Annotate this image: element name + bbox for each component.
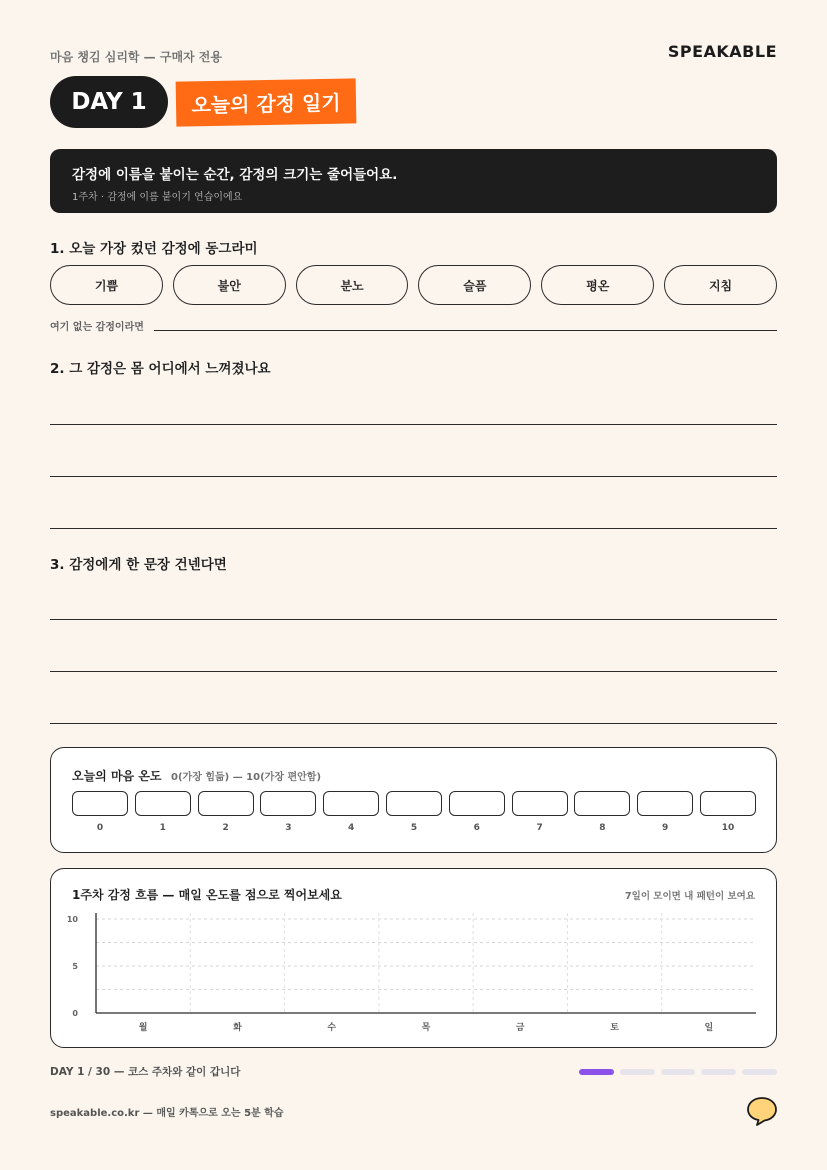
progress-segment — [579, 1069, 614, 1075]
temperature-title: 오늘의 마음 온도 — [72, 769, 162, 783]
chart-x-tick-label: 수 — [327, 1023, 337, 1033]
temperature-slot[interactable] — [637, 791, 693, 816]
temperature-value-label: 3 — [285, 823, 292, 833]
other-emotion-label: 여기 없는 감정이라면 — [50, 322, 144, 333]
chart-title: 1주차 감정 흐름 — 매일 온도를 점으로 찍어보세요 — [72, 888, 342, 902]
temperature-value-label: 1 — [159, 823, 166, 833]
temperature-slot[interactable] — [198, 791, 254, 816]
temperature-value-label: 9 — [662, 823, 669, 833]
temperature-value-label: 7 — [536, 823, 543, 833]
temperature-slot[interactable] — [386, 791, 442, 816]
chart-x-tick-label: 일 — [704, 1023, 714, 1033]
chat-bubble-icon — [746, 1096, 778, 1126]
temperature-slot[interactable] — [512, 791, 568, 816]
day-progress-text: DAY 1 / 30 — 코스 주차와 같이 갑니다 — [50, 1066, 241, 1078]
site-url-text: speakable.co.kr — 매일 카톡으로 오는 5분 학습 — [50, 1108, 284, 1119]
emotion-option[interactable]: 기쁨 — [50, 265, 163, 305]
temperature-slot[interactable] — [72, 791, 128, 816]
chart-y-tick-label: 0 — [72, 1009, 78, 1018]
emotion-option[interactable]: 평온 — [541, 265, 654, 305]
question-3-title: 3. 감정에게 한 문장 건넨다면 — [50, 557, 227, 573]
temperature-slot[interactable] — [323, 791, 379, 816]
chart-x-tick-label: 토 — [610, 1023, 619, 1033]
intro-banner — [50, 149, 777, 213]
temperature-cell — [637, 791, 693, 833]
banner-sub-text: 1주차 · 감정에 이름 붙이기 연습이에요 — [72, 192, 243, 203]
progress-segment — [620, 1069, 655, 1075]
emotion-option[interactable]: 분노 — [296, 265, 409, 305]
temperature-slot[interactable] — [260, 791, 316, 816]
weekly-chart[interactable] — [51, 869, 776, 1047]
day-badge: DAY 1 — [50, 76, 168, 128]
temperature-slot[interactable] — [135, 791, 191, 816]
temperature-cell — [574, 791, 630, 833]
page-title: 오늘의 감정 일기 — [176, 78, 357, 126]
banner-main-text: 감정에 이름을 붙이는 순간, 감정의 크기는 줄어들어요. — [72, 167, 398, 183]
progress-segment — [661, 1069, 696, 1075]
temperature-value-label: 6 — [473, 823, 480, 833]
weekly-chart-box — [50, 868, 777, 1048]
temperature-slot[interactable] — [574, 791, 630, 816]
temperature-slot[interactable] — [449, 791, 505, 816]
emotion-option[interactable]: 지침 — [664, 265, 777, 305]
temperature-scale — [72, 791, 756, 833]
temperature-cell — [449, 791, 505, 833]
temperature-value-label: 4 — [348, 823, 355, 833]
question-2-title: 2. 그 감정은 몸 어디에서 느껴졌나요 — [50, 361, 271, 377]
chart-y-tick-label: 10 — [66, 915, 78, 924]
answer-line[interactable] — [50, 723, 777, 724]
answer-line[interactable] — [50, 424, 777, 425]
temperature-cell — [700, 791, 756, 833]
progress-bar — [579, 1069, 777, 1075]
temperature-slot[interactable] — [700, 791, 756, 816]
emotion-options — [50, 265, 777, 305]
temperature-value-label: 2 — [222, 823, 229, 833]
question-1-title: 1. 오늘 가장 컸던 감정에 동그라미 — [50, 241, 258, 257]
temperature-cell — [260, 791, 316, 833]
answer-line[interactable] — [50, 671, 777, 672]
answer-line[interactable] — [50, 476, 777, 477]
temperature-hint: 0(가장 힘듦) — 10(가장 편안함) — [171, 772, 322, 783]
temperature-cell — [512, 791, 568, 833]
emotion-option[interactable]: 슬픔 — [418, 265, 531, 305]
chart-hint: 7일이 모이면 내 패턴이 보여요 — [625, 891, 755, 902]
sub-header: 마음 챙김 심리학 — 구매자 전용 — [50, 50, 222, 64]
chart-x-tick-label: 화 — [233, 1023, 242, 1033]
temperature-value-label: 5 — [410, 823, 418, 833]
temperature-value-label: 10 — [721, 823, 735, 833]
other-emotion-write-line[interactable] — [154, 330, 777, 331]
chart-y-tick-label: 5 — [72, 962, 78, 971]
chart-x-tick-label: 월 — [138, 1023, 148, 1033]
brand-logo: SPEAKABLE — [667, 42, 777, 61]
chart-x-tick-label: 목 — [421, 1023, 431, 1033]
temperature-cell — [386, 791, 442, 833]
temperature-cell — [72, 791, 128, 833]
temperature-value-label: 8 — [599, 823, 606, 833]
temperature-cell — [135, 791, 191, 833]
progress-segment — [701, 1069, 736, 1075]
answer-line[interactable] — [50, 619, 777, 620]
temperature-cell — [323, 791, 379, 833]
progress-segment — [742, 1069, 777, 1075]
temperature-cell — [198, 791, 254, 833]
emotion-option[interactable]: 불안 — [173, 265, 286, 305]
chart-x-tick-label: 금 — [515, 1023, 525, 1033]
temperature-value-label: 0 — [96, 823, 104, 833]
answer-line[interactable] — [50, 528, 777, 529]
mood-temperature-box — [50, 747, 777, 853]
